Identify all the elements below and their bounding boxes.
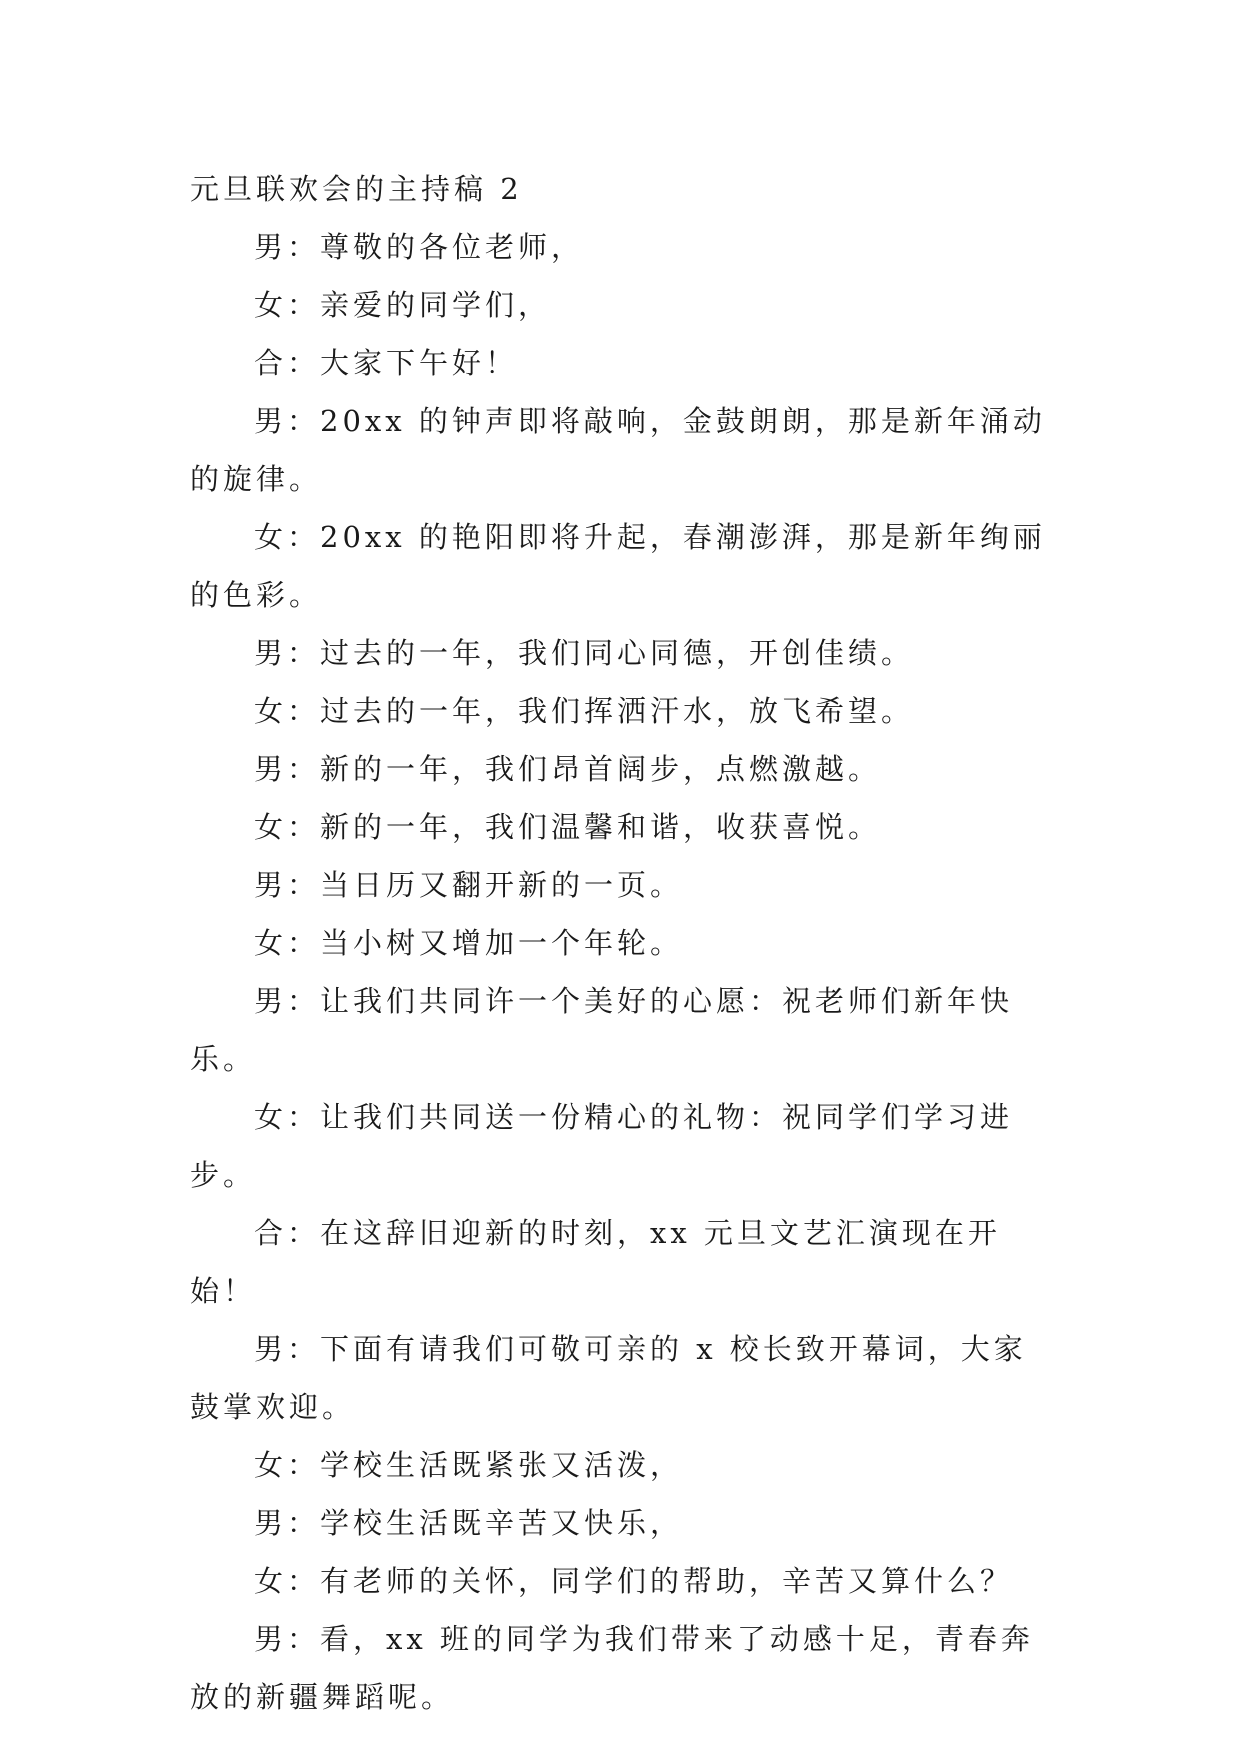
script-line: 男：当日历又翻开新的一页。 <box>254 868 684 902</box>
script-line: 女：新的一年，我们温馨和谐，收获喜悦。 <box>254 810 882 844</box>
script-line: 男：尊敬的各位老师， <box>254 230 585 264</box>
script-line: 女：有老师的关怀，同学们的帮助，辛苦又算什么？ <box>254 1564 1014 1598</box>
script-line: 女：过去的一年，我们挥洒汗水，放飞希望。 <box>254 694 915 728</box>
document-body <box>190 160 1052 1726</box>
script-line: 女：让我们共同送一份精心的礼物：祝同学们学习进步。 <box>190 1100 1014 1192</box>
script-line: 女：亲爱的同学们， <box>254 288 552 322</box>
script-line: 男：新的一年，我们昂首阔步，点燃激越。 <box>254 752 882 786</box>
document-title: 元旦联欢会的主持稿 2 <box>190 172 523 206</box>
script-line: 女：学校生活既紧张又活泼， <box>254 1448 684 1482</box>
script-line: 男：让我们共同许一个美好的心愿：祝老师们新年快乐。 <box>190 984 1014 1076</box>
script-line: 男：下面有请我们可敬可亲的 x 校长致开幕词，大家鼓掌欢迎。 <box>190 1332 1027 1424</box>
script-line: 女：当小树又增加一个年轮。 <box>254 926 684 960</box>
script-line: 男：过去的一年，我们同心同德，开创佳绩。 <box>254 636 915 670</box>
script-line: 男：学校生活既辛苦又快乐， <box>254 1506 684 1540</box>
script-line: 合：大家下午好！ <box>254 346 519 380</box>
script-line: 男：看，xx 班的同学为我们带来了动感十足，青春奔放的新疆舞蹈呢。 <box>190 1622 1034 1714</box>
script-line: 男：20xx 的钟声即将敲响，金鼓朗朗，那是新年涌动的旋律。 <box>190 404 1046 496</box>
script-line: 女：20xx 的艳阳即将升起，春潮澎湃，那是新年绚丽的色彩。 <box>190 520 1046 612</box>
script-line: 合：在这辞旧迎新的时刻，xx 元旦文艺汇演现在开始！ <box>190 1216 1001 1308</box>
